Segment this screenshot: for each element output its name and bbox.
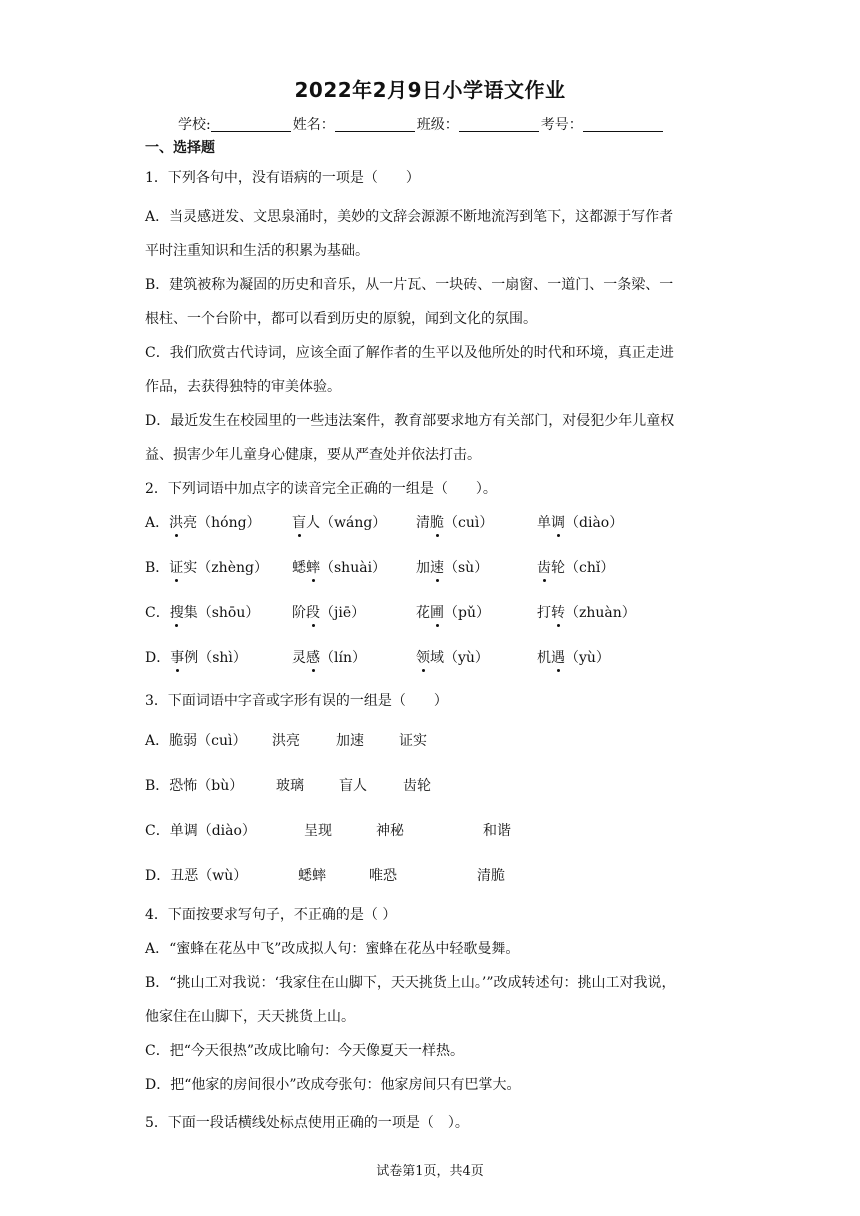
q2-option-suffix: （jiē） (320, 605, 366, 621)
q2-option-item (145, 558, 268, 578)
q3-option-word: 蟋蟀 (298, 868, 326, 884)
question-1-option-c-cont: 作品，去获得独特的审美体验。 (145, 379, 341, 395)
q2-dotted-character: 速 (430, 560, 444, 576)
q3-option-word: 清脆 (477, 868, 505, 884)
q3-option-word: 洪亮 (272, 733, 300, 749)
page-footer: 试卷第1页，共4页 (376, 1164, 484, 1179)
q2-dotted-character: 圃 (430, 605, 444, 621)
q2-option-suffix: （pǔ） (444, 605, 490, 621)
q2-option-item (537, 603, 636, 623)
q2-dotted-character: 盲 (292, 515, 306, 531)
q2-dotted-character: 证 (169, 560, 184, 576)
q2-dotted-character: 段 (306, 605, 320, 621)
q2-dotted-character: 调 (551, 515, 565, 531)
question-2-stem: 2．下列词语中加点字的读音完全正确的一组是（ ）。 (145, 481, 497, 497)
q3-option-word: B．恐怖（bù） (145, 778, 244, 794)
q2-option-item (537, 648, 610, 668)
q3-option-word: 呈现 (304, 823, 332, 839)
q2-option-prefix: D． (145, 650, 171, 666)
q2-option-item (416, 648, 489, 668)
q3-option-word: 和谐 (483, 823, 511, 839)
question-4-option-d: D．把“他家的房间很小”改成夸张句：他家房间只有巴掌大。 (145, 1077, 521, 1093)
q2-option-suffix: （diào） (565, 515, 624, 531)
q2-option-suffix: （cuì） (444, 515, 494, 531)
q2-option-prefix: 花 (416, 605, 430, 621)
q2-option-suffix: （yù） (565, 650, 610, 666)
q2-option-prefix: 灵 (292, 650, 306, 666)
q2-dotted-character: 遇 (551, 650, 565, 666)
q2-option-item (537, 513, 623, 533)
q2-option-suffix: 实（zhèng） (183, 560, 268, 576)
q2-option-item (145, 513, 261, 533)
q2-option-prefix: 单 (537, 515, 551, 531)
q2-dotted-character: 搜 (169, 605, 184, 621)
q2-option-prefix: 清 (416, 515, 430, 531)
name-blank[interactable] (335, 117, 415, 132)
question-1-stem: 1．下列各句中，没有语病的一项是（ ） (145, 170, 420, 186)
q3-option-word: A．脆弱（cuì） (145, 733, 247, 749)
q2-option-prefix: 打 (537, 605, 551, 621)
q3-option-word: 玻璃 (276, 778, 304, 794)
question-5-stem: 5．下面一段话横线处标点使用正确的一项是（ ）。 (145, 1115, 469, 1131)
q2-option-suffix: 轮（chǐ） (551, 560, 615, 576)
q2-option-suffix: 人（wáng） (306, 515, 387, 531)
question-3-stem: 3．下面词语中字音或字形有误的一组是（ ） (145, 693, 448, 709)
q3-option-word: 盲人 (339, 778, 367, 794)
q2-option-prefix: A． (145, 515, 170, 531)
exam-number-label: 考号： (540, 117, 583, 133)
question-1-option-d: D．最近发生在校园里的一些违法案件，教育部要求地方有关部门，对侵犯少年儿童权 (145, 413, 675, 429)
q2-option-suffix: 亮（hóng） (183, 515, 261, 531)
q2-option-prefix: 阶 (292, 605, 306, 621)
q2-option-suffix: 域（yù） (430, 650, 489, 666)
q2-dotted-character: 转 (551, 605, 565, 621)
question-4-option-b-cont: 他家住在山脚下，天天挑货上山。 (145, 1009, 355, 1025)
q2-dotted-character: 领 (416, 650, 430, 666)
q2-option-item (292, 558, 386, 578)
q2-option-prefix: B． (145, 560, 170, 576)
name-label: 姓名： (292, 117, 335, 133)
question-1-option-b-cont: 根柱、一个台阶中，都可以看到历史的原貌，闻到文化的氛围。 (145, 311, 537, 327)
q2-option-prefix: 蟋 (292, 560, 306, 576)
q2-option-suffix: 例（shì） (184, 650, 247, 666)
q2-dotted-character: 事 (170, 650, 185, 666)
q2-option-prefix: 加 (416, 560, 430, 576)
q2-option-item (416, 558, 488, 578)
q2-option-item (145, 648, 247, 668)
question-1-option-c: C．我们欣赏古代诗词，应该全面了解作者的生平以及他所处的时代和环境，真正走进 (145, 345, 674, 361)
q2-dotted-character: 感 (306, 650, 320, 666)
q2-option-item (292, 648, 366, 668)
exam-number-blank[interactable] (583, 117, 663, 132)
q3-option-word: 唯恐 (369, 868, 397, 884)
q3-option-word: 证实 (399, 733, 427, 749)
q2-option-suffix: （shuài） (320, 560, 387, 576)
question-4-stem: 4．下面按要求写句子，不正确的是（ ） (145, 907, 397, 923)
student-info-line (178, 114, 665, 134)
q2-option-item (416, 603, 490, 623)
q2-option-prefix: 机 (537, 650, 551, 666)
section-heading: 一、选择题 (145, 140, 215, 156)
page-title: 2022年2月9日小学语文作业 (294, 78, 566, 102)
q2-option-item (416, 513, 493, 533)
q3-option-word: D．丑恶（wù） (145, 868, 248, 884)
question-1-option-a: A．当灵感迸发、文思泉涌时，美妙的文辞会源源不断地流泻到笔下，这都源于写作者 (145, 209, 674, 225)
question-1-option-b: B．建筑被称为凝固的历史和音乐，从一片瓦、一块砖、一扇窗、一道门、一条梁、一 (145, 277, 674, 293)
question-4-option-a: A．“蜜蜂在花丛中飞”改成拟人句：蜜蜂在花丛中轻歌曼舞。 (145, 941, 520, 957)
q2-option-item (145, 603, 259, 623)
q2-option-item (292, 603, 365, 623)
q2-option-suffix: （zhuàn） (565, 605, 636, 621)
class-blank[interactable] (459, 117, 539, 132)
q3-option-word: 神秘 (376, 823, 404, 839)
q2-option-prefix: C． (145, 605, 170, 621)
q2-option-suffix: （sù） (444, 560, 489, 576)
q3-option-word: 加速 (336, 733, 364, 749)
school-blank[interactable] (211, 117, 291, 132)
q2-option-suffix: （lín） (320, 650, 366, 666)
question-4-option-c: C．把“今天很热”改成比喻句：今天像夏天一样热。 (145, 1043, 465, 1059)
q2-dotted-character: 洪 (169, 515, 184, 531)
q2-option-suffix: 集（shōu） (183, 605, 260, 621)
question-1-option-a-cont: 平时注重知识和生活的积累为基础。 (145, 243, 369, 259)
q2-option-item (537, 558, 614, 578)
q2-dotted-character: 脆 (430, 515, 444, 531)
q2-dotted-character: 齿 (537, 560, 551, 576)
question-4-option-b: B．“挑山工对我说：‘我家住在山脚下，天天挑货上山。’”改成转述句：挑山工对我说， (145, 975, 676, 991)
q3-option-word: C．单调（diào） (145, 823, 256, 839)
class-label: 班级： (416, 117, 459, 133)
q2-option-item (292, 513, 386, 533)
q3-option-word: 齿轮 (403, 778, 431, 794)
q2-dotted-character: 蟀 (306, 560, 320, 576)
school-label: 学校: (178, 117, 211, 133)
question-1-option-d-cont: 益、损害少年儿童身心健康，要从严查处并依法打击。 (145, 447, 481, 463)
